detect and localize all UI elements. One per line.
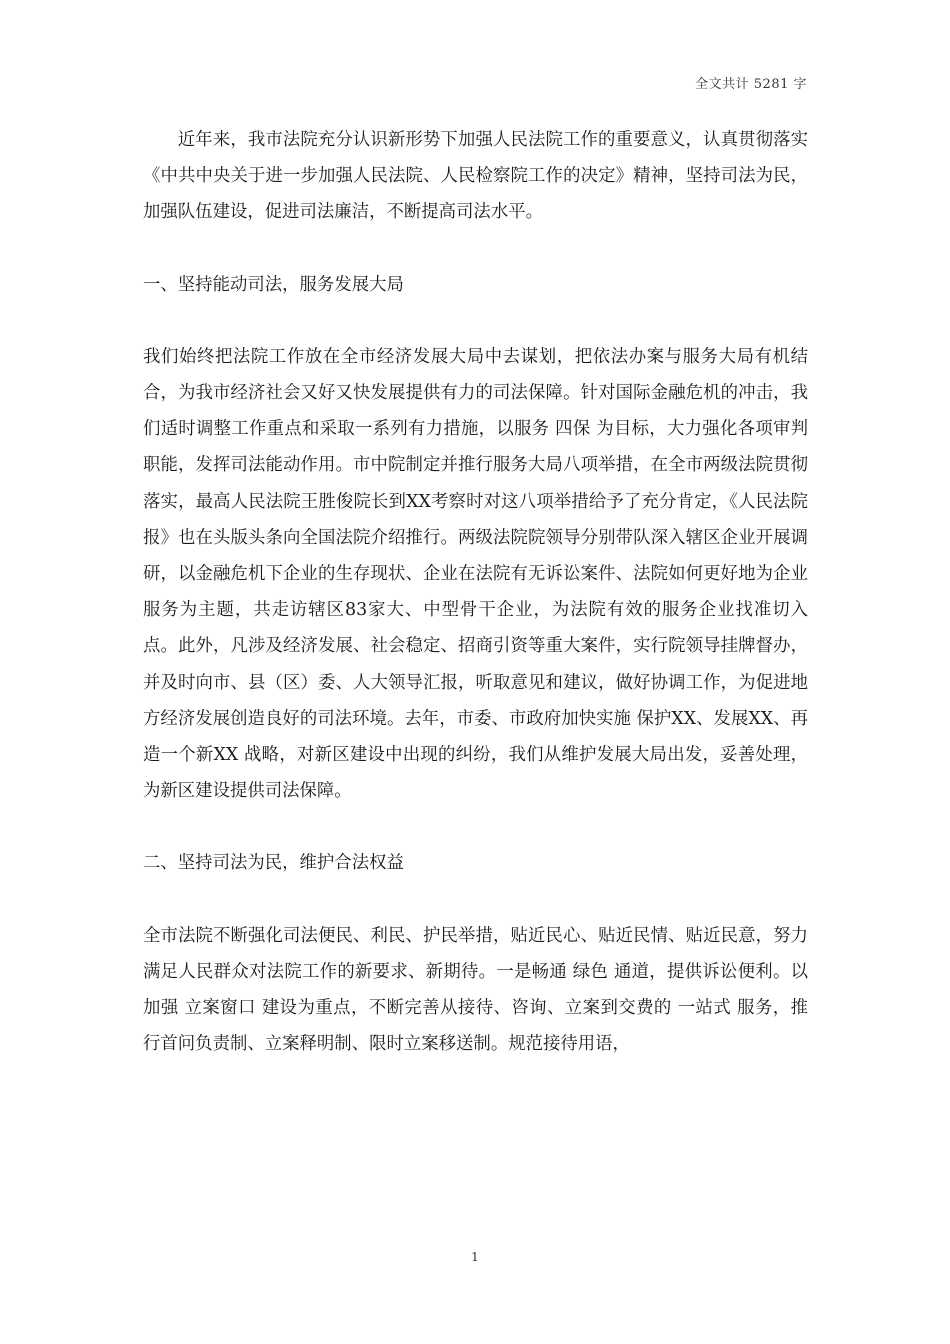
section-2-paragraph: 全市法院不断强化司法便民、利民、护民举措，贴近民心、贴近民情、贴近民意，努力满足人民群众对法院工作的新要求、新期待。一是畅通 绿色 通道，提供诉讼便利。以加强 立案窗口 建设为重点，不断完善从接待、咨询、立案到交费的 一站式 服务，推行首问负责制、立案释明制、限时立案移送制。规范接待用语， <box>143 925 808 1055</box>
section-heading-2: 二、坚持司法为民，维护合法权益 <box>143 853 404 874</box>
word-count: 全文共计 5281 字 <box>695 77 807 92</box>
section-1-paragraph: 我们始终把法院工作放在全市经济发展大局中去谋划，把依法办案与服务大局有机结合，为我市经济社会又好又快发展提供有力的司法保障。针对国际金融危机的冲击，我们适时调整工作重点和采取一系列有力措施，以服务 四保 为目标，大力强化各项审判职能，发挥司法能动作用。市中院制定并推行服务大局八项举措，在全市两级法院贯彻落实，最高人民法院王胜俊院长到XX考察时对这八项举措给予了充分肯定，《人民法院报》也在头版头条向全国法院介绍推行。两级法院院领导分别带队深入辖区企业开展调研，以金融危机下企业的生存现状、企业在法院有无诉讼案件、法院如何更好地为企业服务为主题，共走访辖区83家大、中型骨干企业，为法院有效的服务企业找准切入点。此外，凡涉及经济发展、社会稳定、招商引资等重大案件，实行院领导挂牌督办，并及时向市、县（区）委、人大领导汇报，听取意见和建议，做好协调工作，为促进地方经济发展创造良好的司法环境。去年，市委、市政府加快实施 保护XX、发展XX、再造一个新XX 战略，对新区建设中出现的纠纷，我们从维护发展大局出发，妥善处理，为新区建设提供司法保障。 <box>143 346 808 802</box>
document-body <box>143 122 808 1062</box>
intro-paragraph: 近年来，我市法院充分认识新形势下加强人民法院工作的重要意义，认真贯彻落实《中共中央关于进一步加强人民法院、人民检察院工作的决定》精神，坚持司法为民，加强队伍建设，促进司法廉洁，不断提高司法水平。 <box>143 130 808 223</box>
section-heading-1: 一、坚持能动司法，服务发展大局 <box>143 274 404 295</box>
page-number: 1 <box>471 1250 479 1264</box>
